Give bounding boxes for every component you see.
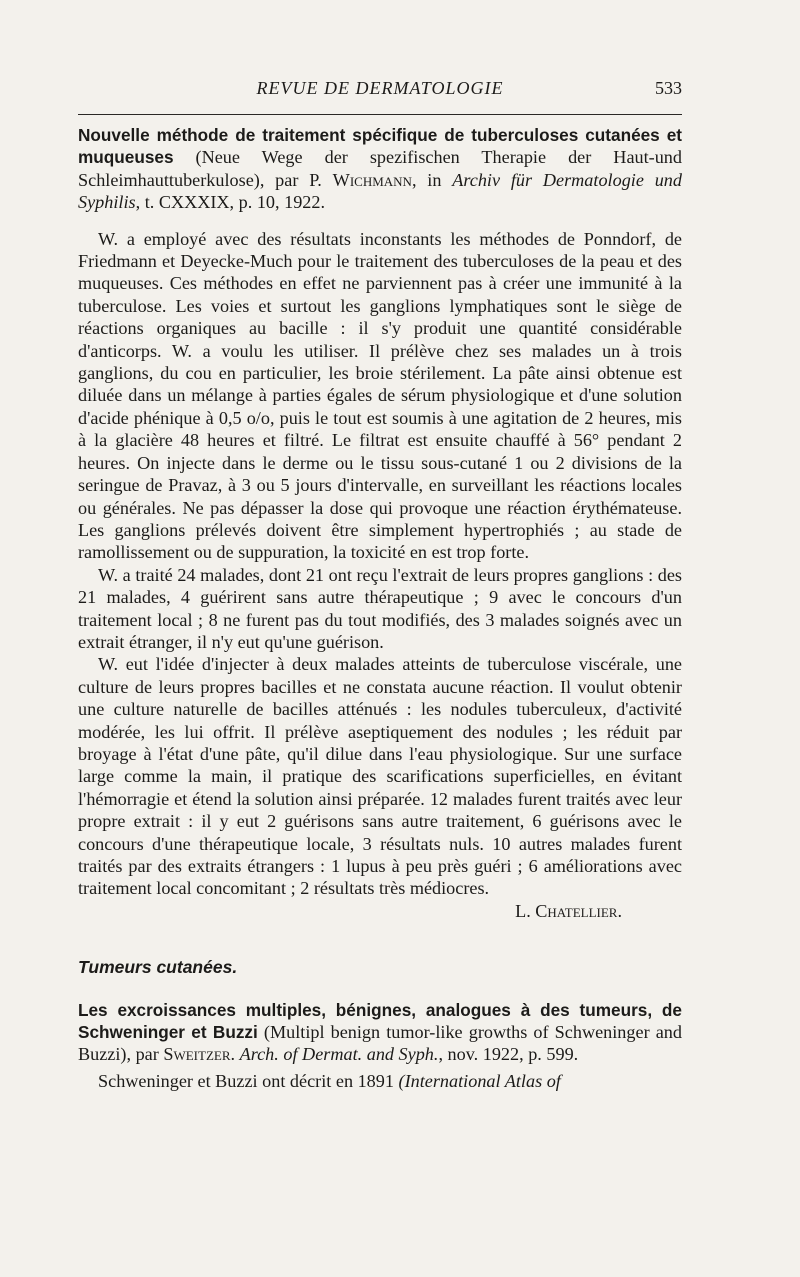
- article-wichmann: [78, 124, 682, 922]
- reference-text: , in: [411, 169, 453, 190]
- section-title: Tumeurs cutanées.: [78, 957, 238, 978]
- page-body: [78, 124, 682, 1092]
- article-heading: [78, 124, 682, 214]
- journal-name: Archiv für Dermatologie und Syphilis: [78, 169, 682, 213]
- header-rule: [78, 114, 682, 115]
- body-text: W. eut l'idée d'injecter à deux malades atteints de tuberculose viscérale, une culture de leurs propres bacilles et ne constata aucune réaction. Il voulut obtenir une culture naturelle de bacilles atténués : les nodules tuberculeux, d'activité modérée, les lui offrit. Il prélève aseptiquement des nodules ; les réduit par broyage à l'état d'une pâte, qu'il dilue dans l'eau physiologique. Sur une surface large comme la main, il pratique des scarifications superficielles, en évitant l'hémorragie et étend la solution ainsi préparée. 12 malades furent traités avec leur propre extrait : il y eut 2 guérisons sans autre traitement, 6 guérisons avec le concours d'une thérapeutique locale, 3 résultats nuls. 10 autres malades furent traités par des extraits étrangers : 1 lupus à peu près guéri ; 6 améliorations avec traitement local concomitant ; 2 résultats très médiocres.: [78, 654, 682, 899]
- body-paragraph: W. a traité 24 malades, dont 21 ont reçu l'extrait de leurs propres ganglions : des 21 malades, 4 guérirent sans autre thérapeutique ; 9 avec le concours d'un traitement local ; 8 ne furent pas du tout modifiés, des 3 malades soignés avec un extrait étranger, il n'y eut qu'une guérison.: [78, 564, 682, 652]
- article-sweitzer: [78, 999, 682, 1093]
- author-name: Sweitzer: [163, 1044, 231, 1065]
- reference-text: (Neue Wege der spezifischen Therapie der Haut-und Schleimhauttuberkulose), par P.: [78, 147, 682, 190]
- article-title: Nouvelle méthode de traitement spécifique de tuberculoses cutanées et muqueuses: [78, 125, 682, 168]
- signature: L. Chatellier.: [515, 900, 622, 921]
- body-paragraph: [78, 653, 682, 899]
- reference-text: , nov. 1922, p. 599.: [438, 1044, 579, 1065]
- body-paragraph: [78, 1070, 682, 1092]
- signature-line: [78, 900, 682, 922]
- body-paragraph: W. a employé avec des résultats inconstants les méthodes de Ponndorf, de Friedmann et Deyecke-Much pour le traitement des tuberculoses de la peau et des muqueuses. Ces méthodes en effet ne parviennent pas à créer une immunité à la tuberculose. Les voies et surtout les ganglions lymphatiques sont le siège de réactions organiques au bacille : il s'y produit une quantité considérable d'anticorps. W. a voulu les utiliser. Il prélève chez ses malades un à trois ganglions, du cou en particulier, les broie stérilement. La pâte ainsi obtenue est diluée dans un mélange à parties égales de sérum physiologique et d'une solution d'acide phénique à 0,5 o/o, puis le tout est soumis à une agitation de 2 heures, mis à la glacière 48 heures et filtré. Le filtrat est ensuite chauffé à 56° pendant 2 heures. On injecte dans le derme ou le tissu sous-cutané 1 ou 2 divisions de la seringue de Pravaz, à 3 ou 5 jours d'intervalle, en surveillant les réactions locales ou générales. Ne pas dépasser la dose qui provoque une réaction érythémateuse. Les ganglions prélevés doivent être simplement hypertrophiés ; au stade de ramollissement ou de suppuration, la toxicité en est trop forte.: [78, 228, 682, 563]
- body-text: Schweninger et Buzzi ont décrit en 1891: [98, 1070, 399, 1091]
- author-name: Wichmann: [332, 169, 412, 190]
- running-head: [78, 78, 682, 100]
- reference-text: (Multipl benign tumor-like growths of Schweninger and Buzzi), par: [78, 1022, 682, 1065]
- reference-text: , t. CXXXIX, p. 10, 1922.: [135, 192, 326, 213]
- citation-italic: (International Atlas of: [398, 1070, 561, 1091]
- page-number: 533: [655, 78, 682, 98]
- article-title: Les excroissances multiples, bénignes, analogues à des tumeurs, de Schweninger et Buzzi: [78, 999, 682, 1043]
- running-title: REVUE DE DERMATOLOGIE: [256, 78, 504, 98]
- article-heading: [78, 999, 682, 1066]
- journal-name: Arch. of Dermat. and Syph.: [239, 1044, 439, 1065]
- reference-text: .: [230, 1044, 240, 1065]
